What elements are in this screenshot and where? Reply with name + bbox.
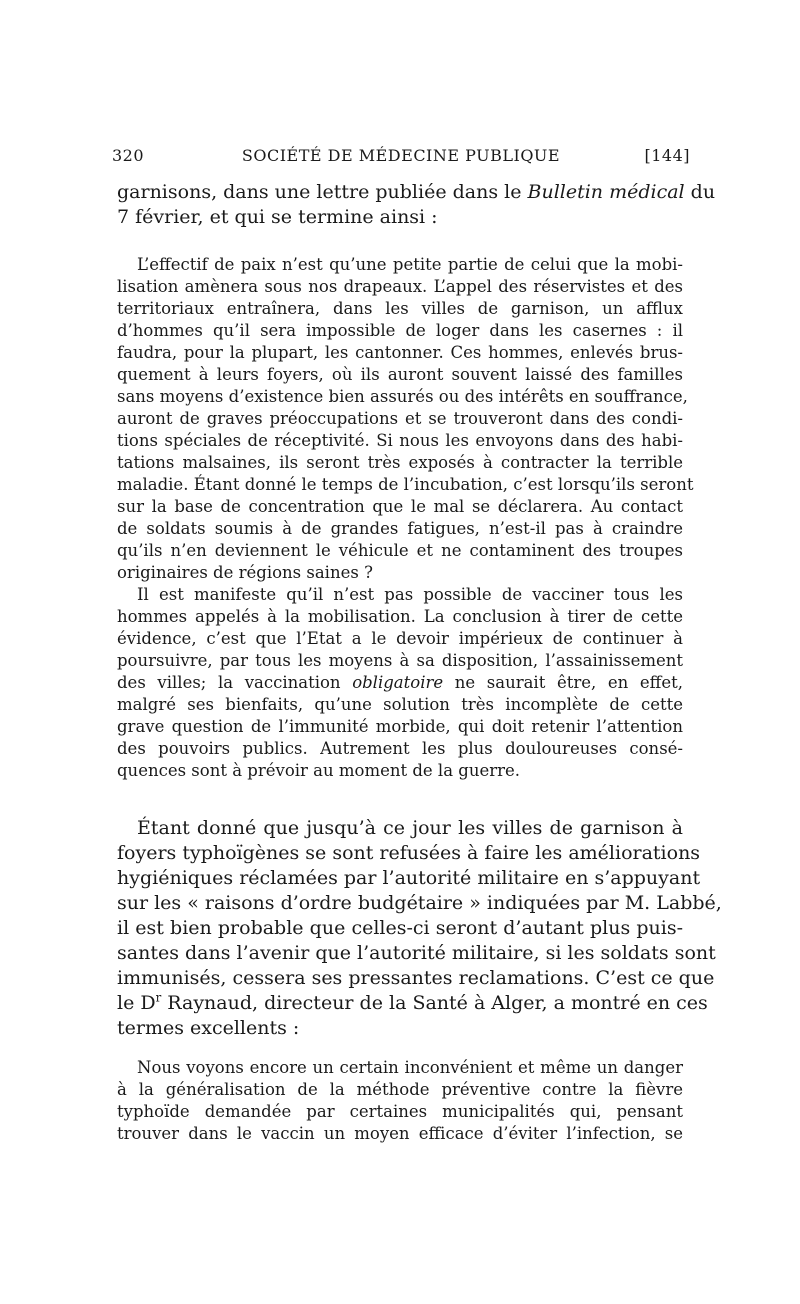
text-line: garnisons, dans une lettre publiée dans le Bulletin médical du [117, 181, 716, 203]
intro-paragraph [117, 180, 716, 230]
text-line: Étant donné que jusqu’à ce jour les villes de garnison à [137, 817, 683, 839]
quote-line: d’hommes qu’il sera impossible de loger dans les casernes : il [117, 321, 683, 340]
text-line: hygiéniques réclamées par l’autorité militaire en s’appuyant [117, 867, 701, 889]
quote-line: tions spéciales de réceptivité. Si nous les envoyons dans des habi- [117, 431, 683, 450]
quote-line: des villes; la vaccination obligatoire ne saurait être, en effet, [117, 673, 683, 692]
text-line: termes excellents : [117, 1017, 300, 1039]
quote-line: sur la base de concentration que le mal se déclarera. Au contact [117, 497, 683, 516]
quote-line: maladie. Étant donné le temps de l’incubation, c’est lorsqu’ils seront [117, 475, 694, 494]
quote-line: trouver dans le vaccin un moyen efficace d’éviter l’infection, se [117, 1124, 683, 1143]
quote-line: poursuivre, par tous les moyens à sa disposition, l’assainissement [117, 651, 683, 670]
text-line: il est bien probable que celles-ci seront d’autant plus puis- [117, 917, 683, 939]
quote-line: L’effectif de paix n’est qu’une petite partie de celui que la mobi- [137, 255, 683, 274]
quote-line: lisation amènera sous nos drapeaux. L’appel des réservistes et des [117, 277, 683, 296]
quote-line: à la généralisation de la méthode préventive contre la fièvre [117, 1080, 683, 1099]
text-line: santes dans l’avenir que l’autorité militaire, si les soldats sont [117, 942, 716, 964]
quote-line: Nous voyons encore un certain inconvénient et même un danger [137, 1058, 683, 1077]
original-page-number: [144] [644, 146, 690, 165]
quote-line: des pouvoirs publics. Autrement les plus douloureuses consé- [117, 739, 683, 758]
text-line: le $D^r$ Raynaud, directeur de la Santé à Alger, a montré en ces [117, 990, 708, 1014]
quotation-2 [117, 1057, 683, 1145]
quote-line: Il est manifeste qu’il n’est pas possible de vacciner tous les [137, 585, 683, 604]
quote-line: typhoïde demandée par certaines municipalités qui, pensant [117, 1102, 683, 1121]
journal-title: Bulletin médical [527, 181, 685, 203]
quote-line: de soldats soumis à de grandes fatigues, n’est-il pas à craindre [117, 519, 683, 538]
text-line: sur les « raisons d’ordre budgétaire » indiquées par M. Labbé, [117, 892, 722, 914]
quote-line: évidence, c’est que l’Etat a le devoir impérieux de continuer à [117, 629, 683, 648]
quote-line: quences sont à prévoir au moment de la guerre. [117, 761, 521, 780]
text-line: immunisés, cessera ses pressantes reclamations. C’est ce que [117, 967, 715, 989]
paragraph-2 [117, 816, 722, 1041]
text-line: 7 février, et qui se termine ainsi : [117, 206, 438, 228]
quotation-1 [117, 254, 694, 782]
quote-line: auront de graves préoccupations et se trouveront dans des condi- [117, 409, 683, 428]
quote-line: tations malsaines, ils seront très exposés à contracter la terrible [117, 453, 683, 472]
running-header [112, 146, 690, 170]
quote-line: sans moyens d’existence bien assurés ou des intérêts en souffrance, [117, 387, 688, 406]
quote-line: territoriaux entraînera, dans les villes de garnison, un afflux [117, 299, 683, 318]
quote-line: originaires de régions saines ? [117, 563, 373, 582]
emphasis: obligatoire [352, 673, 444, 692]
quote-line: hommes appelés à la mobilisation. La conclusion à tirer de cette [117, 607, 683, 626]
quote-line: quement à leurs foyers, où ils auront souvent laissé des familles [117, 365, 683, 384]
quote-line: faudra, pour la plupart, les cantonner. Ces hommes, enlevés brus- [117, 343, 683, 362]
text-line: foyers typhoïgènes se sont refusées à faire les améliorations [117, 842, 701, 864]
quote-line: qu’ils n’en deviennent le véhicule et ne contaminent des troupes [117, 541, 683, 560]
page-number: 320 [112, 146, 145, 165]
quote-line: grave question de l’immunité morbide, qui doit retenir l’attention [117, 717, 683, 736]
quote-line: malgré ses bienfaits, qu’une solution très incomplète de cette [117, 695, 683, 714]
running-title: SOCIÉTÉ DE MÉDECINE PUBLIQUE [241, 146, 561, 165]
